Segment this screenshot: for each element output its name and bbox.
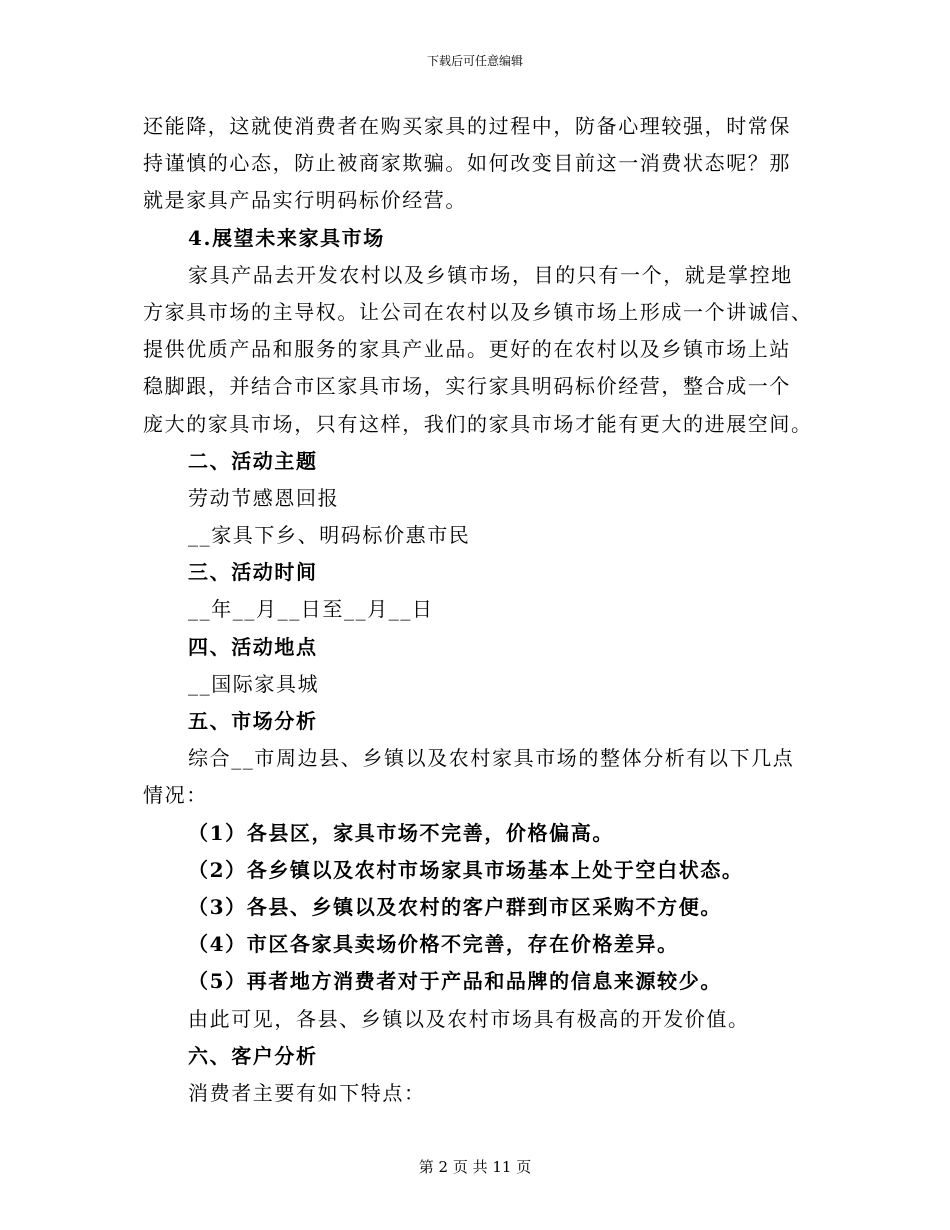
paragraph-line: 就是家具产品实行明码标价经营。 <box>143 188 467 213</box>
paragraph-line: 情况： <box>143 783 208 808</box>
paragraph-line: __国际家具城 <box>188 671 320 696</box>
section-heading: 六、客户分析 <box>188 1043 318 1068</box>
section-heading: 二、活动主题 <box>188 448 318 473</box>
paragraph-line: 持谨慎的心态，防止被商家欺骗。如何改变目前这一消费状态呢？那 <box>143 151 791 176</box>
page-footer: 第 2 页 共 11 页 <box>418 1158 532 1176</box>
paragraph-line: 稳脚跟，并结合市区家具市场，实行家具明码标价经营，整合成一个 <box>143 374 791 399</box>
document-body <box>143 108 813 1112</box>
page-header-note: 下载后可任意编辑 <box>426 54 523 68</box>
list-item: （3）各县、乡镇以及农村的客户群到市区采购不方便。 <box>188 894 722 919</box>
paragraph-line: 消费者主要有如下特点： <box>188 1080 426 1105</box>
section-heading: 五、市场分析 <box>188 709 318 733</box>
list-item: （2）各乡镇以及农村市场家具市场基本上处于空白状态。 <box>188 857 744 882</box>
paragraph-line: 综合__市周边县、乡镇以及农村家具市场的整体分析有以下几点 <box>188 746 795 771</box>
paragraph-line: 庞大的家具市场，只有这样，我们的家具市场才能有更大的进展空间。 <box>143 411 813 436</box>
list-item: （1）各县区，家具市场不完善，价格偏高。 <box>188 820 614 845</box>
paragraph-line: __家具下乡、明码标价惠市民 <box>188 523 471 548</box>
list-item: （5）再者地方消费者对于产品和品牌的信息来源较少。 <box>188 969 722 994</box>
paragraph-line: __年__月__日至__月__日 <box>188 597 434 622</box>
paragraph-line: 还能降，这就使消费者在购买家具的过程中，防备心理较强，时常保 <box>143 114 791 138</box>
list-item: （4）市区各家具卖场价格不完善，存在价格差异。 <box>188 932 679 957</box>
section-heading: 4.展望未来家具市场 <box>188 225 385 250</box>
section-heading: 四、活动地点 <box>188 634 318 659</box>
paragraph-line: 家具产品去开发农村以及乡镇市场，目的只有一个，就是掌控地 <box>188 262 793 287</box>
paragraph-line: 提供优质产品和服务的家具产业品。更好的在农村以及乡镇市场上站 <box>143 337 791 362</box>
paragraph-line: 劳动节感恩回报 <box>188 485 340 510</box>
section-heading: 三、活动时间 <box>188 560 318 585</box>
paragraph-line: 方家具市场的主导权。让公司在农村以及乡镇市场上形成一个讲诚信、 <box>143 299 813 324</box>
paragraph-line: 由此可见，各县、乡镇以及农村市场具有极高的开发价值。 <box>188 1006 750 1031</box>
